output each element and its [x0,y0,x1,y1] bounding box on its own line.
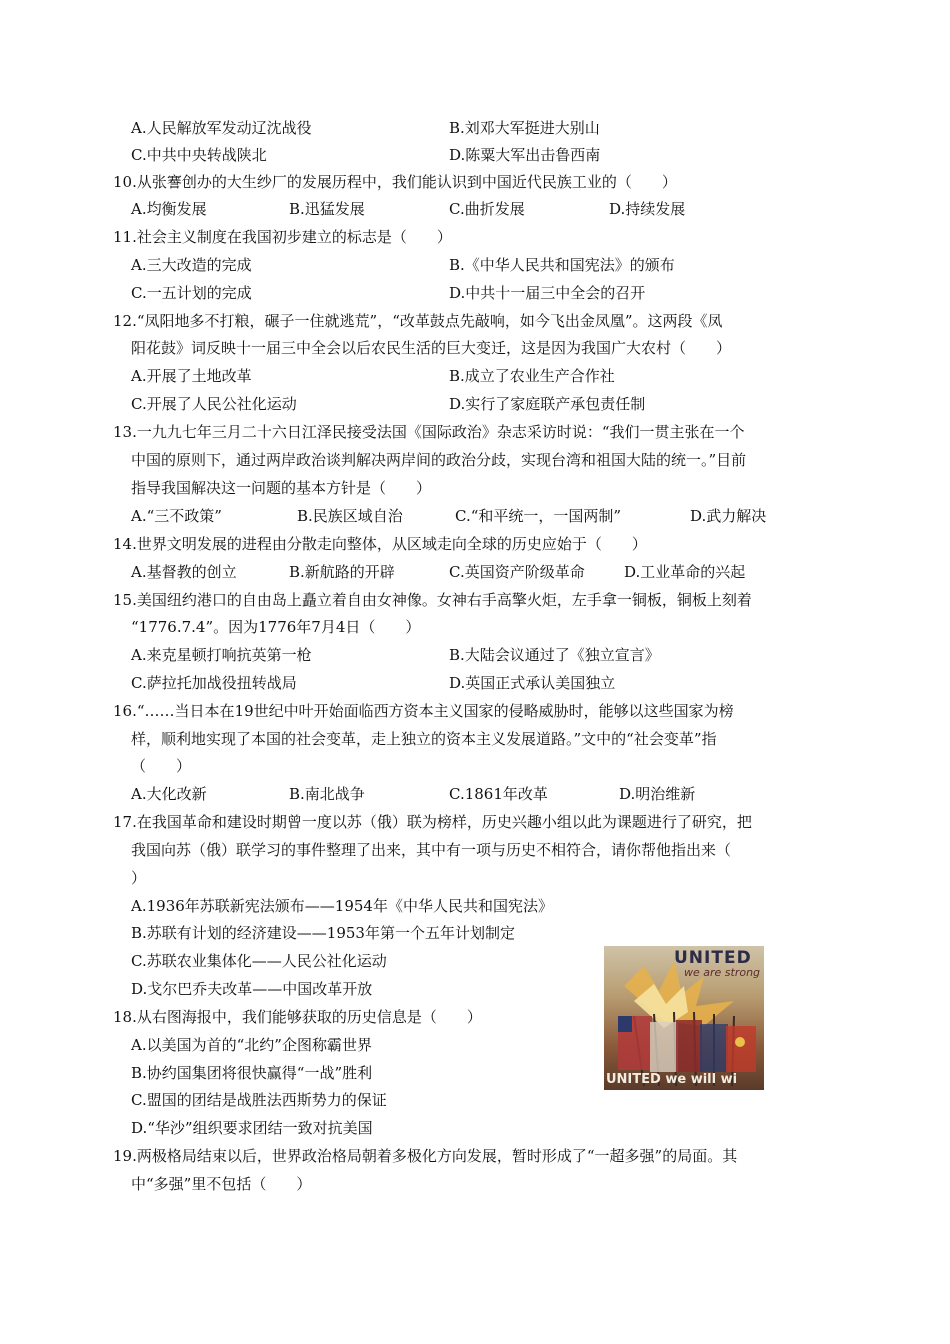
text-line: B.民族区域自治 [297,507,403,525]
text-line: C.中共中央转战陕北 [131,146,267,164]
wwii-united-poster [604,946,764,1090]
text-line: C.开展了人民公社化运动 [131,395,297,413]
text-line: 11.社会主义制度在我国初步建立的标志是（ ） [113,228,452,246]
text-line: D.陈粟大军出击鲁西南 [449,146,601,164]
text-line: A.“三不政策” [131,507,222,525]
text-line: 15.美国纽约港口的自由岛上矗立着自由女神像。女神右手高擎火炬，左手拿一铜板，铜板上刻着 [113,591,752,609]
text-line: A.人民解放军发动辽沈战役 [131,119,312,137]
text-line: B.新航路的开辟 [289,563,395,581]
text-line: D.持续发展 [609,200,686,218]
text-line: B.苏联有计划的经济建设——1953年第一个五年计划制定 [131,924,515,942]
text-line: A.基督教的创立 [131,563,237,581]
text-line: C.“和平统一，一国两制” [455,507,622,525]
text-line: C.萨拉托加战役扭转战局 [131,674,297,692]
text-line: 13.一九九七年三月二十六日江泽民接受法国《国际政治》杂志采访时说：“我们一贯主张在一个 [113,423,745,441]
text-line: A.开展了土地改革 [131,367,252,385]
text-line: B.《中华人民共和国宪法》的颁布 [449,256,675,274]
text-line: “1776.7.4”。因为1776年7月4日（ ） [131,618,421,636]
text-line: B.刘邓大军挺进大别山 [449,119,600,137]
text-line: 16.“……当日本在19世纪中叶开始面临西方资本主义国家的侵略威胁时，能够以这些国家为榜 [113,702,734,720]
text-line: D.英国正式承认美国独立 [449,674,616,692]
text-line: （ ） [131,757,192,775]
text-line: 阳花鼓》词反映十一届三中全会以后农民生活的巨大变迁，这是因为我国广大农村（ ） [131,339,732,357]
text-line: B.成立了农业生产合作社 [449,367,615,385]
text-line: 17.在我国革命和建设时期曾一度以苏（俄）联为榜样，历史兴趣小组以此为课题进行了研究，把 [113,813,752,831]
text-line: B.协约国集团将很快赢得“一战”胜利 [131,1064,373,1082]
text-line: C.曲折发展 [449,200,525,218]
text-line: 12.“凤阳地多不打粮，碾子一住就逃荒”，“改革鼓点先敲响，如今飞出金凤凰”。这两段《凤 [113,312,723,330]
text-line: C.1861年改革 [449,785,548,803]
text-line: 中国的原则下，通过两岸政治谈判解决两岸间的政治分歧，实现台湾和祖国大陆的统一。”目前 [131,451,747,469]
text-line: 中“多强”里不包括（ ） [131,1175,312,1193]
text-line: ） [131,869,147,887]
text-line: C.英国资产阶级革命 [449,563,585,581]
text-line: D.戈尔巴乔夫改革——中国改革开放 [131,980,373,998]
poster-subtitle: we are strong [684,966,761,979]
text-line: D.武力解决 [690,507,767,525]
poster-title: UNITED [674,948,752,968]
text-line: D.工业革命的兴起 [624,563,746,581]
text-line: B.迅猛发展 [289,200,365,218]
text-line: C.盟国的团结是战胜法西斯势力的保证 [131,1091,387,1109]
text-line: 18.从右图海报中，我们能够获取的历史信息是（ ） [113,1008,482,1026]
text-line: C.苏联农业集体化——人民公社化运动 [131,952,387,970]
text-line: 指导我国解决这一问题的基本方针是（ ） [131,479,432,497]
text-line: 样，顺利地实现了本国的社会变革，走上独立的资本主义发展道路。”文中的“社会变革”指 [131,730,717,748]
text-line: 19.两极格局结束以后，世界政治格局朝着多极化方向发展，暂时形成了“一超多强”的局面。其 [113,1147,738,1165]
text-line: A.1936年苏联新宪法颁布——1954年《中华人民共和国宪法》 [131,897,553,915]
text-line: 我国向苏（俄）联学习的事件整理了出来，其中有一项与历史不相符合，请你帮他指出来（ [131,841,732,859]
text-line: 14.世界文明发展的进程由分散走向整体，从区域走向全球的历史应始于（ ） [113,535,647,553]
text-line: D.中共十一届三中全会的召开 [449,284,646,302]
poster-footer: UNITED we will wi [606,1072,738,1087]
text-line: D.实行了家庭联产承包责任制 [449,395,646,413]
text-line: A.大化改新 [131,785,207,803]
text-line: C.一五计划的完成 [131,284,252,302]
text-line: D.“华沙”组织要求团结一致对抗美国 [131,1119,373,1137]
text-line: A.以美国为首的“北约”企图称霸世界 [131,1036,372,1054]
text-line: B.大陆会议通过了《独立宣言》 [449,646,660,664]
text-line: A.三大改造的完成 [131,256,252,274]
text-line: D.明治维新 [619,785,696,803]
text-line: A.来克星顿打响抗英第一枪 [131,646,312,664]
text-line: A.均衡发展 [131,200,207,218]
text-line: 10.从张謇创办的大生纱厂的发展历程中，我们能认识到中国近代民族工业的（ ） [113,173,677,191]
text-line: B.南北战争 [289,785,365,803]
